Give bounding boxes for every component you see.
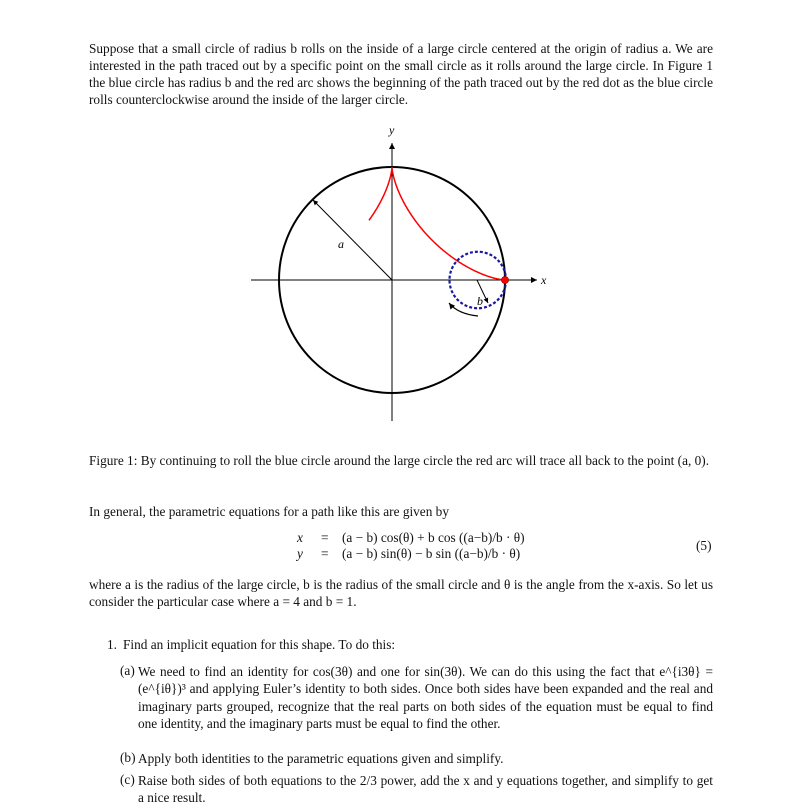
tracing-dot (502, 277, 509, 284)
y-axis-label: y (389, 123, 395, 137)
eq-x-rhs: (a − b) cos(θ) + b cos ((a−b)/b · θ) (342, 530, 525, 545)
subitem-a-text: We need to find an identity for cos(3θ) and one for sin(3θ). We can do this using the fact that e^{i3θ} = (e^{iθ})³ and applying Euler’s identity to both sides. Once both sides have been expanded and the real and imaginary parts grouped, recognize that the real parts on both sides of the equation must be equal to find one identity, and the imaginary parts must be equal to find the other. (138, 664, 713, 731)
rotation-arrow-icon (449, 303, 478, 316)
subitem-c-text: Raise both sides of both equations to the 2/3 power, add the x and y equations together, and simplify to get a nice result. (138, 773, 713, 805)
x-axis-label: x (541, 273, 547, 287)
eq-x-lhs: x (297, 530, 303, 545)
item-number: 1. (107, 637, 117, 652)
radius-a-label: a (338, 237, 344, 251)
general-paragraph: In general, the parametric equations for a path like this are given by (89, 504, 449, 519)
subitem-b-text: Apply both identities to the parametric equations given and simplify. (138, 751, 504, 766)
eq-y-rhs: (a − b) sin(θ) − b sin ((a−b)/b · θ) (342, 546, 521, 561)
subitem-c-label: (c) (120, 772, 135, 787)
figure-caption: Figure 1: By continuing to roll the blue circle around the large circle the red arc will trace all back to the point (a, 0). (89, 453, 710, 468)
radius-b-label: b (477, 294, 483, 308)
hypocycloid-arc (369, 167, 505, 280)
radius-a-line (313, 200, 392, 280)
intro-paragraph: Suppose that a small circle of radius b rolls on the inside of a large circle centered at the origin of radius a. We are interested in the path traced out by a specific point on the small circle as it rolls around the large circle. In Figure 1 the blue circle has radius b and the red arc shows the beginning of the path traced out by the red dot as the blue circle rolls counterclockwise around the inside of the larger circle. (89, 41, 713, 107)
where-paragraph: where a is the radius of the large circle, b is the radius of the small circle and θ is the angle from the x-axis. So let us consider the particular case where a = 4 and b = 1. (89, 577, 713, 609)
equation-number: (5) (696, 538, 712, 553)
item-text: Find an implicit equation for this shape. To do this: (123, 637, 396, 652)
subitem-a-label: (a) (120, 663, 135, 678)
eq-y-lhs: y (297, 546, 303, 561)
eq-y-equals: = (321, 546, 329, 561)
eq-x-equals: = (321, 530, 329, 545)
subitem-b-label: (b) (120, 750, 136, 765)
